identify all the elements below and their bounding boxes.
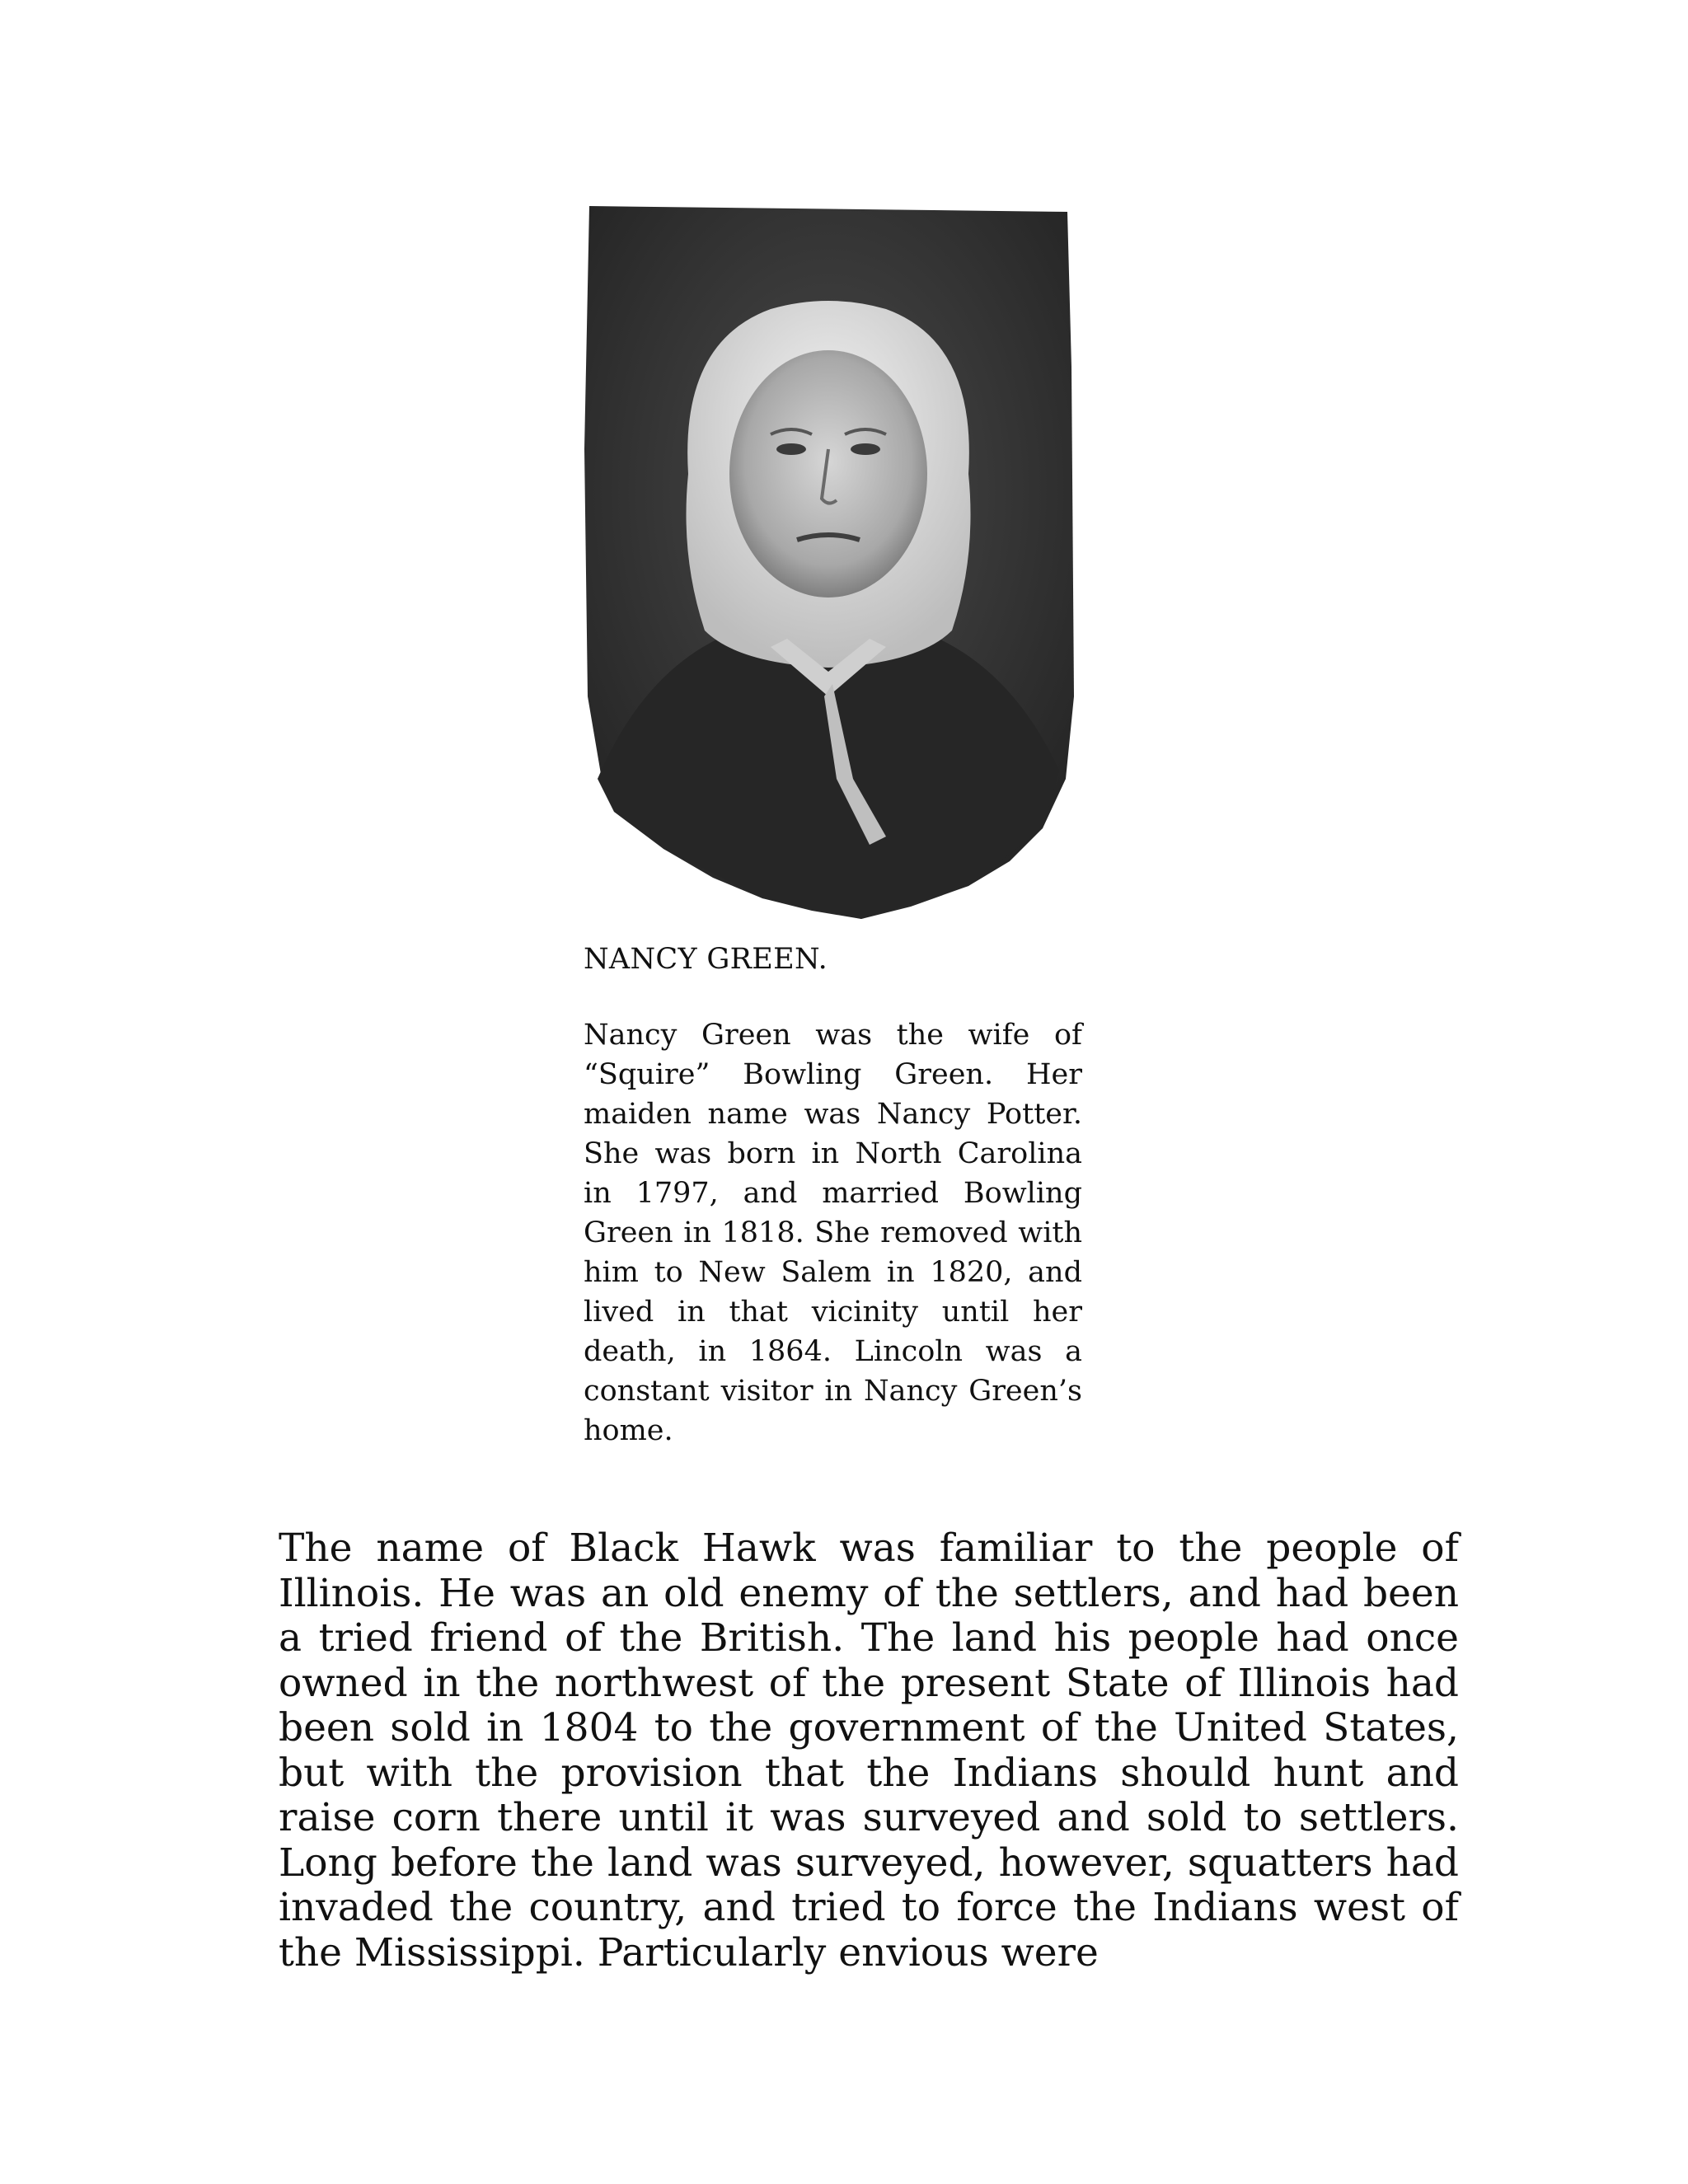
body-paragraph: The name of Black Hawk was familiar to the people of Illinois. He was an old enemy of the settlers, and had been a tried friend of the British. The land his people had once owned in the northwest of the present State of Illinois had been sold in 1804 to the government of the United States, but with the provision that the Indians should hunt and raise corn there until it was surveyed and sold to settlers. Long before the land was surveyed, however, squatters had invaded the country, and tried to force the Indians west of the Mississippi. Particularly envious were <box>279 1526 1459 1975</box>
portrait-image <box>581 202 1076 919</box>
right-eye <box>851 443 880 455</box>
left-eye <box>776 443 806 455</box>
figure-caption <box>584 940 1082 1451</box>
caption-title: NANCY GREEN. <box>584 943 828 976</box>
caption-text: Nancy Green was the wife of “Squire” Bowling Green. Her maiden name was Nancy Potter. She was born in North Carolina in 1797, and married Bowling Green in 1818. She removed with him to New Salem in 1820, and lived in that vicinity until her death, in 1864. Lincoln was a constant visitor in Nancy Green’s home. <box>584 1019 1082 1447</box>
portrait-illustration <box>581 202 1076 919</box>
face <box>729 350 927 598</box>
